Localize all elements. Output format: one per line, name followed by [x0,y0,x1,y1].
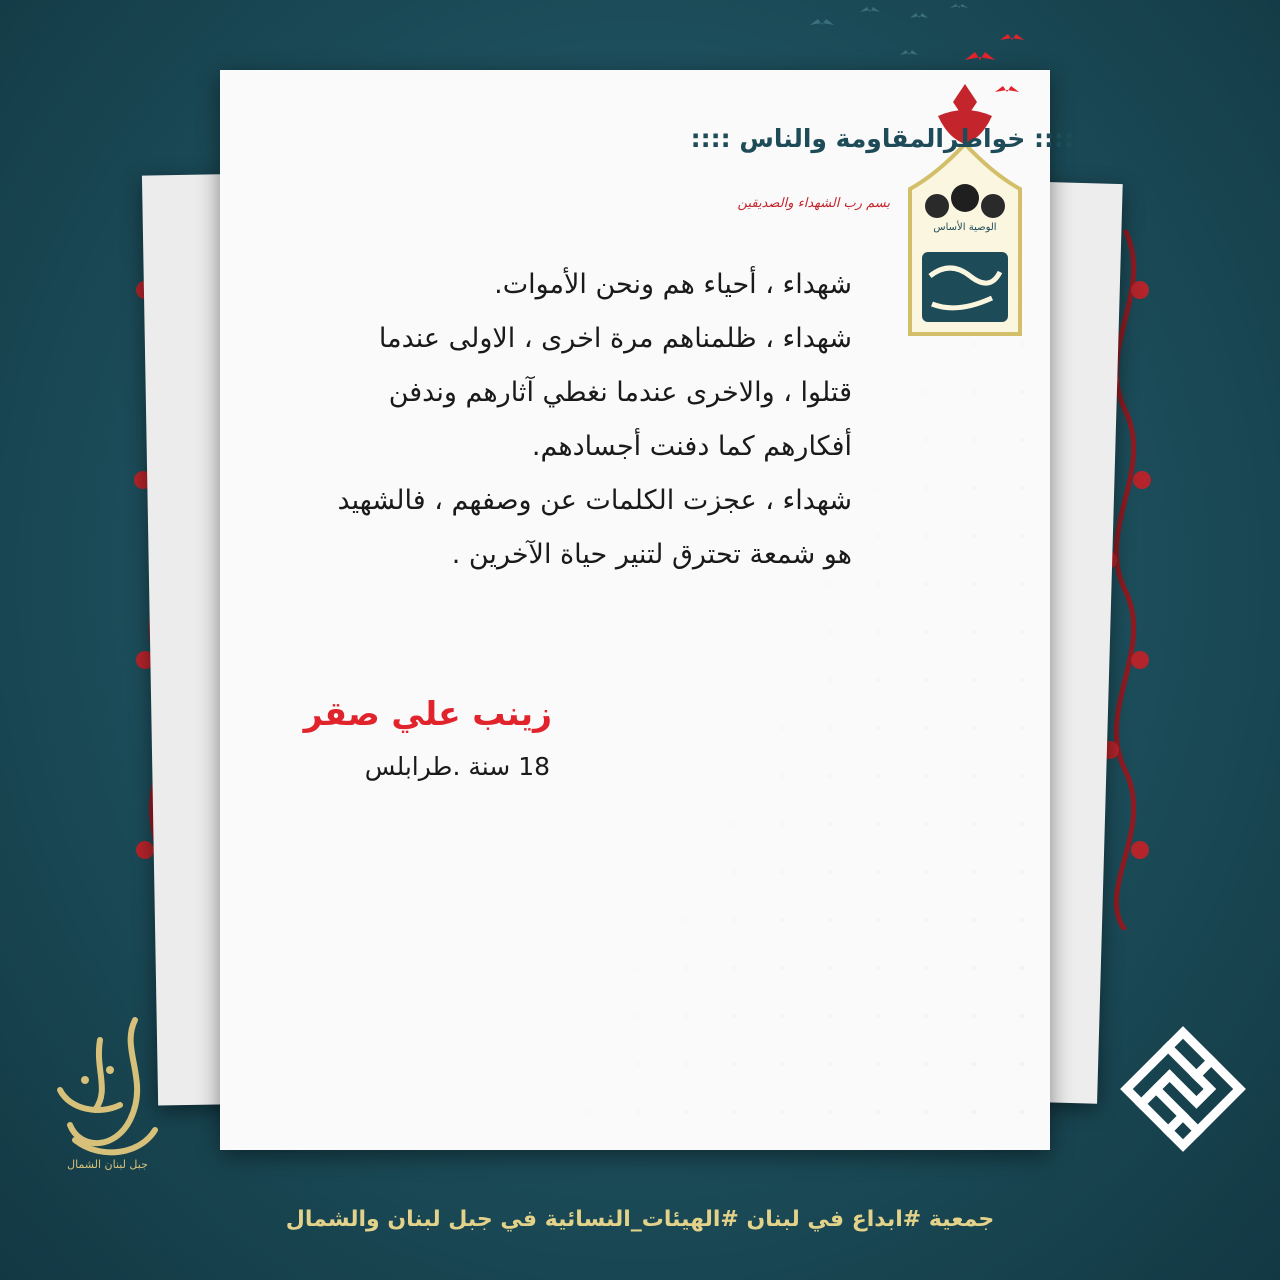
body-paragraph: شهداء ، عجزت الكلمات عن وصفهم ، فالشهيد هو شمعة تحترق لتنير حياة الآخرين . [337,485,852,570]
body-text [322,258,852,582]
body-paragraph: شهداء ، ظلمناهم مرة اخرى ، الاولى عندما قتلوا ، والاخرى عندما نغطي آثارهم وندفن أفكارهم كما دفنت أجسادهم. [378,323,852,462]
author-name: زينب علي صقر [303,694,552,733]
women-committees-logo [40,1010,175,1175]
resistance-badge [890,76,1040,346]
logo-caption: جبل لبنان الشمال [67,1158,148,1171]
badge-label: الوصية الأساس [933,222,997,233]
basmala-text: بسم رب الشهداء والصديقين [737,196,890,211]
body-paragraph: شهداء ، أحياء هم ونحن الأموات. [494,269,852,300]
footer-hashtag-text: جمعية #ابداع في لبنان #الهيئات_النسائية في جبل لبنان والشمال [285,1207,995,1232]
ibdaa-kufic-logo [1112,1018,1254,1160]
page-title: :::: خواطرالمقاومة والناس :::: [690,124,1074,153]
author-meta: 18 سنة .طرابلس [364,752,550,781]
